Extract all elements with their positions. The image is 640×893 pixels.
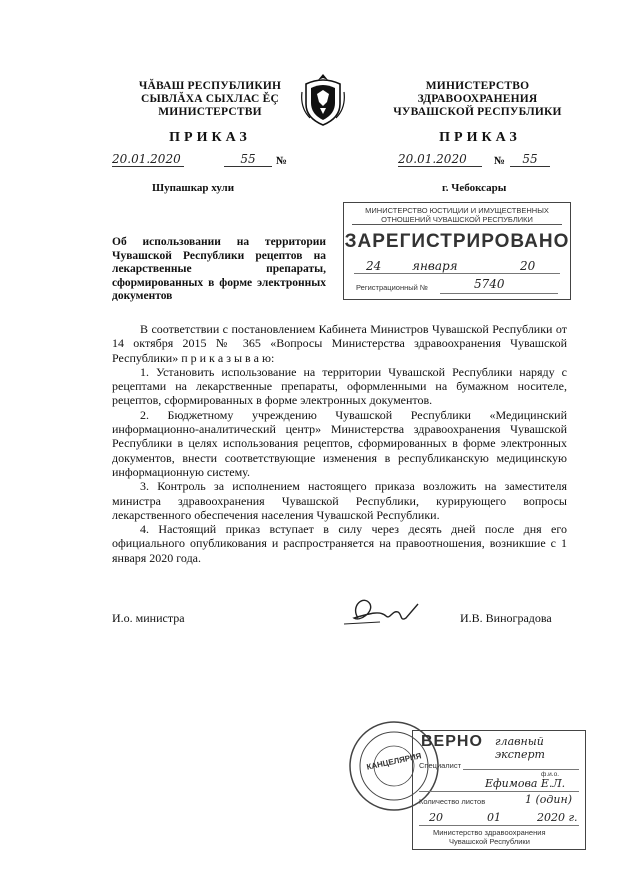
stamp-reg-number: 5740: [474, 277, 505, 291]
verno-fio-label: ф.и.о.: [541, 771, 560, 778]
header-right: [390, 80, 565, 119]
verno-stamp: [412, 730, 586, 850]
document-body: [112, 322, 567, 565]
stamp-reg-label: Регистрационный №: [356, 283, 428, 292]
verno-date-year: 2020 г.: [537, 811, 578, 824]
header-left-line2: СЫВЛĂХА СЫХЛАС ĚÇ: [141, 93, 279, 105]
header-left: [115, 80, 305, 119]
prikaz-left: ПРИКАЗ: [169, 130, 251, 145]
coat-of-arms-icon: [300, 70, 346, 128]
verno-org-line1: Министерство здравоохранения: [433, 828, 546, 837]
paragraph-4: 3. Контроль за исполнением настоящего приказа возложить на заместителя министра здравоохранения Чувашской Республики, курирующего вопросы лекарственного обеспечения населения Чувашской Республики.: [112, 479, 567, 522]
verno-role-label: Специалист: [419, 761, 462, 770]
right-date: 20.01.2020: [398, 152, 482, 167]
stamp-year: 20: [520, 259, 536, 273]
verno-org-line2: Чувашской Республики: [449, 837, 530, 846]
document-title: Об использовании на территории Чувашской Республики рецептов на лекарственные препараты, сформированных в форме электронных документов: [112, 236, 326, 302]
left-date: 20.01.2020: [112, 152, 184, 167]
left-number: 55: [224, 152, 272, 167]
signatory-name: И.В. Виноградова: [460, 611, 552, 625]
left-number-sign: №: [276, 155, 288, 167]
right-city: г. Чебоксары: [442, 182, 507, 194]
stamp-line2: ОТНОШЕНИЙ ЧУВАШСКОЙ РЕСПУБЛИКИ: [381, 215, 533, 224]
header-left-line3: МИНИСТЕРСТВИ: [158, 106, 262, 118]
verno-role-value: главный эксперт: [495, 735, 545, 761]
registration-stamp: [343, 202, 571, 300]
stamp-date: [354, 259, 560, 275]
stamp-registered: ЗАРЕГИСТРИРОВАНО: [344, 231, 570, 252]
paragraph-5: 4. Настоящий приказ вступает в силу через десять дней после дня его официального опубликования и распространяется на правоотношения, возникшие с 1 января 2020 года.: [112, 522, 567, 565]
header-right-line2: ЗДРАВООХРАНЕНИЯ: [417, 93, 538, 105]
stamp-month: января: [412, 259, 458, 273]
verno-date-month: 01: [487, 811, 501, 824]
right-number: 55: [510, 152, 550, 167]
right-number-sign: №: [494, 155, 506, 167]
handwritten-signature-icon: [340, 588, 430, 634]
signatory-position: И.о. министра: [112, 611, 185, 625]
right-date-number: [398, 152, 578, 170]
verno-sheets-label: Количество листов: [419, 797, 486, 806]
prikaz-right: ПРИКАЗ: [439, 130, 521, 145]
verno-sheets-value: 1 (один): [525, 793, 573, 806]
paragraph-2: 1. Установить использование на территории Чувашской Республики наряду с рецептами на лекарственные препараты, оформленными на бумажном носителе, рецептов, сформированных в форме электронных документов.: [112, 364, 567, 408]
verno-date-day: 20: [429, 811, 443, 824]
header-right-line1: МИНИСТЕРСТВО: [425, 80, 530, 92]
round-stamp-text: КАНЦЕЛЯРИЯ: [365, 751, 423, 772]
paragraph-3: 2. Бюджетному учреждению Чувашской Республики «Медицинский информационно-аналитический центр» Министерства здравоохранения Чувашской Республики в целях использования рецептов, сформированных в форме электронных документов, внести соответствующие изменения в республиканскую медицинскую информационную систему.: [112, 407, 567, 479]
stamp-day: 24: [366, 259, 382, 273]
paragraph-1: В соответствии с постановлением Кабинета Министров Чувашской Республики от 14 октября 2015 № 365 «Вопросы Министерства здравоохранения Чувашской Республики» п р и к а з ы в а ю:: [112, 322, 567, 365]
header-left-line1: ЧĂВАШ РЕСПУБЛИКИН: [138, 80, 282, 92]
header-right-line3: ЧУВАШСКОЙ РЕСПУБЛИКИ: [393, 106, 562, 118]
stamp-line1: МИНИСТЕРСТВО ЮСТИЦИИ И ИМУЩЕСТВЕННЫХ: [365, 206, 549, 215]
left-date-number: [112, 152, 302, 170]
verno-title: ВЕРНО: [421, 733, 483, 750]
verno-fio-value: Ефимова Е.Л.: [485, 777, 566, 790]
left-city: Шупашкар хули: [152, 182, 235, 194]
